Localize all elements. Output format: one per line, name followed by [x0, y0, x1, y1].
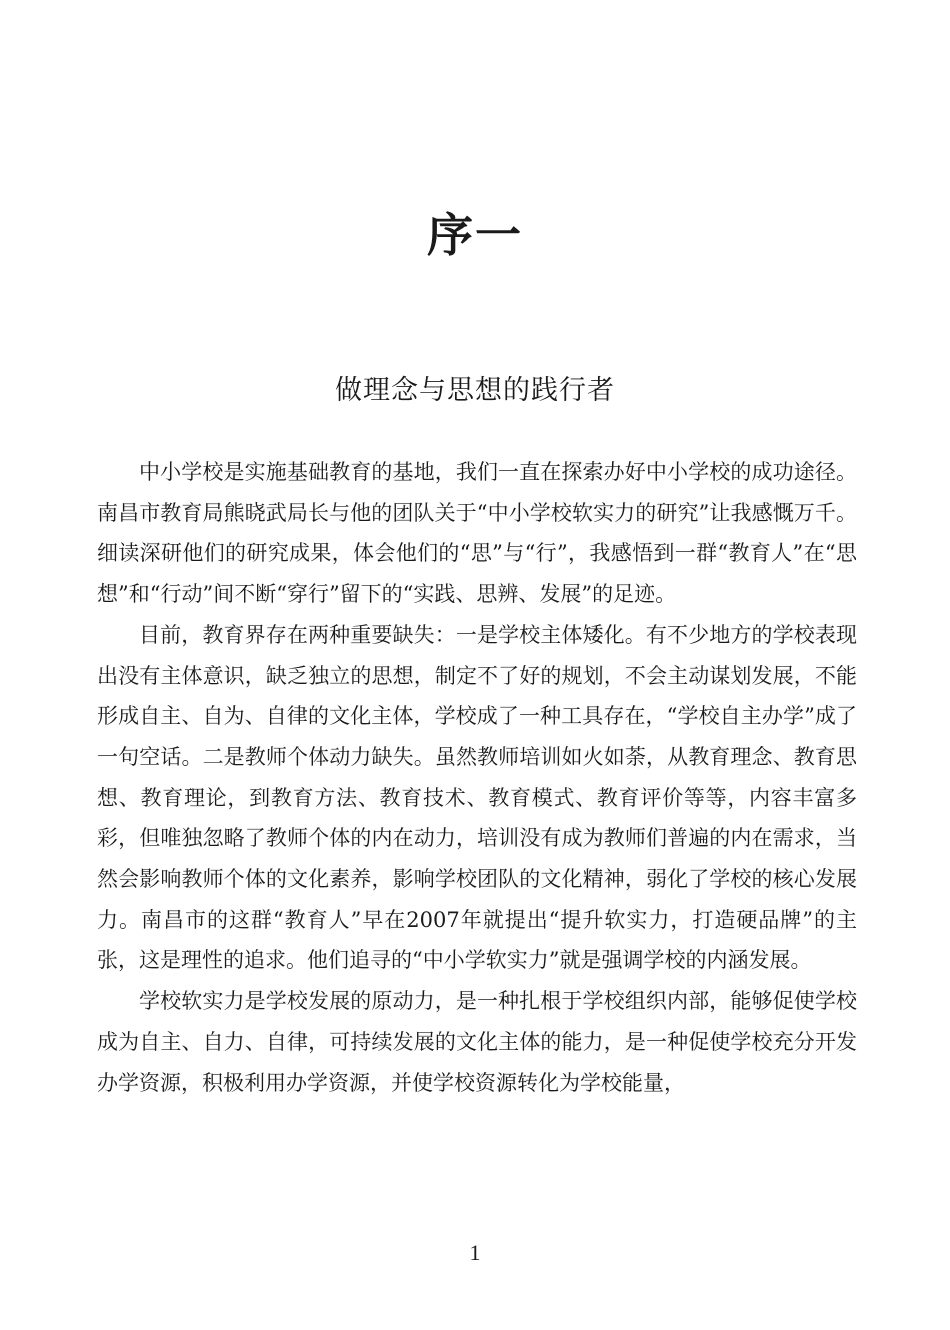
paragraph: 学校软实力是学校发展的原动力，是一种扎根于学校组织内部，能够促使学校成为自主、自力、自律，可持续发展的文化主体的能力，是一种促使学校充分开发办学资源，积极利用办学资源，并使学校资源转化为学校能量，	[97, 989, 857, 1095]
page-number: 1	[469, 1240, 481, 1265]
body-text	[97, 452, 857, 1103]
page-subtitle: 做理念与思想的践行者	[335, 375, 615, 406]
paragraph: 中小学校是实施基础教育的基地，我们一直在探索办好中小学校的成功途径。南昌市教育局熊晓武局长与他的团队关于“中小学校软实力的研究”让我感慨万千。细读深研他们的研究成果，体会他们的“思”与“行”，我感悟到一群“教育人”在“思想”和“行动”间不断“穿行”留下的“实践、思辨、发展”的足迹。	[97, 460, 857, 607]
page-heading: 序一	[427, 208, 523, 262]
paragraph: 目前，教育界存在两种重要缺失：一是学校主体矮化。有不少地方的学校表现出没有主体意识，缺乏独立的思想，制定不了好的规划，不会主动谋划发展，不能形成自主、自为、自律的文化主体，学校成了一种工具存在，“学校自主办学”成了一句空话。二是教师个体动力缺失。虽然教师培训如火如荼，从教育理念、教育思想、教育理论，到教育方法、教育技术、教育模式、教育评价等等，内容丰富多彩，但唯独忽略了教师个体的内在动力，培训没有成为教师们普遍的内在需求，当然会影响教师个体的文化素养，影响学校团队的文化精神，弱化了学校的核心发展力。南昌市的这群“教育人”早在2007年就提出“提升软实力，打造硬品牌”的主张，这是理性的追求。他们追寻的“中小学软实力”就是强调学校的内涵发展。	[97, 622, 857, 973]
